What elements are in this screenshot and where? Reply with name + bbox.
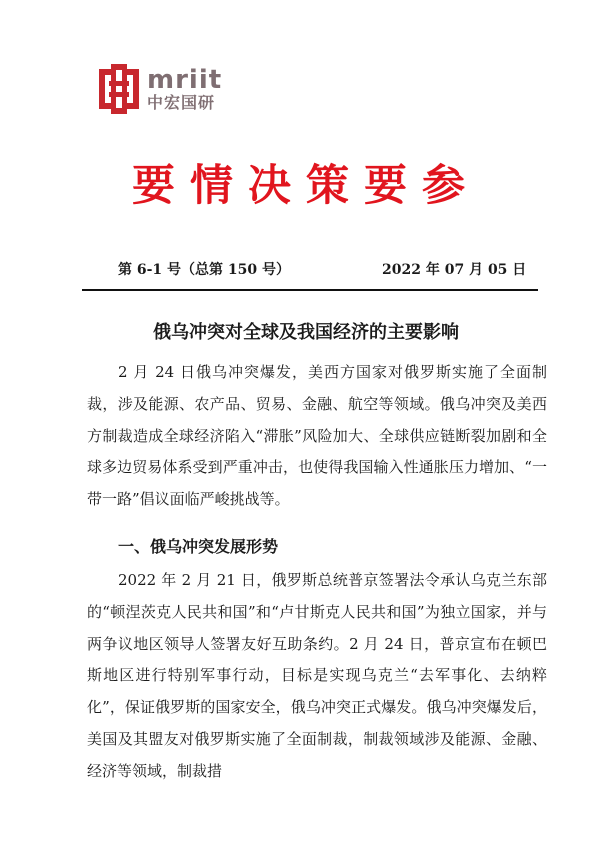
section-heading: 一、俄乌冲突发展形势 <box>118 537 279 556</box>
company-logo <box>97 64 237 116</box>
article-title: 俄乌冲突对全球及我国经济的主要影响 <box>153 322 459 343</box>
logo-brand-en: mriit <box>147 65 223 95</box>
intro-paragraph: 2 月 24 日俄乌冲突爆发，美西方国家对俄罗斯实施了全面制裁，涉及能源、农产品、贸易、金融、航空等领域。俄乌冲突及美西方制裁造成全球经济陷入“滞胀”风险加大、全球供应链断裂加剧和全球多边贸易体系受到严重冲击，也使得我国输入性通胀压力增加、“一带一路”倡议面临严峻挑战等。 <box>87 363 547 509</box>
issue-number: 第 6-1 号（总第 150 号） <box>118 262 291 278</box>
issue-date: 2022 年 07 月 05 日 <box>382 262 527 278</box>
mriit-logo-icon <box>97 64 141 114</box>
logo-brand-cn: 中宏国研 <box>147 93 216 112</box>
publication-title: 要情决策要参 <box>132 161 480 211</box>
header-divider <box>82 289 538 291</box>
section-paragraph: 2022 年 2 月 21 日，俄罗斯总统普京签署法令承认乌克兰东部的“顿涅茨克人民共和国”和“卢甘斯克人民共和国”为独立国家，并与两争议地区领导人签署友好互助条约。2 月 24 日，普京宣布在顿巴斯地区进行特别军事行动，目标是实现乌克兰“去军事化、去纳粹化”，保证俄罗斯的国家安全，俄乌冲突正式爆发。俄乌冲突爆发后，美国及其盟友对俄罗斯实施了全面制裁，制裁领域涉及能源、金融、经济等领域，制裁措 <box>87 571 547 780</box>
